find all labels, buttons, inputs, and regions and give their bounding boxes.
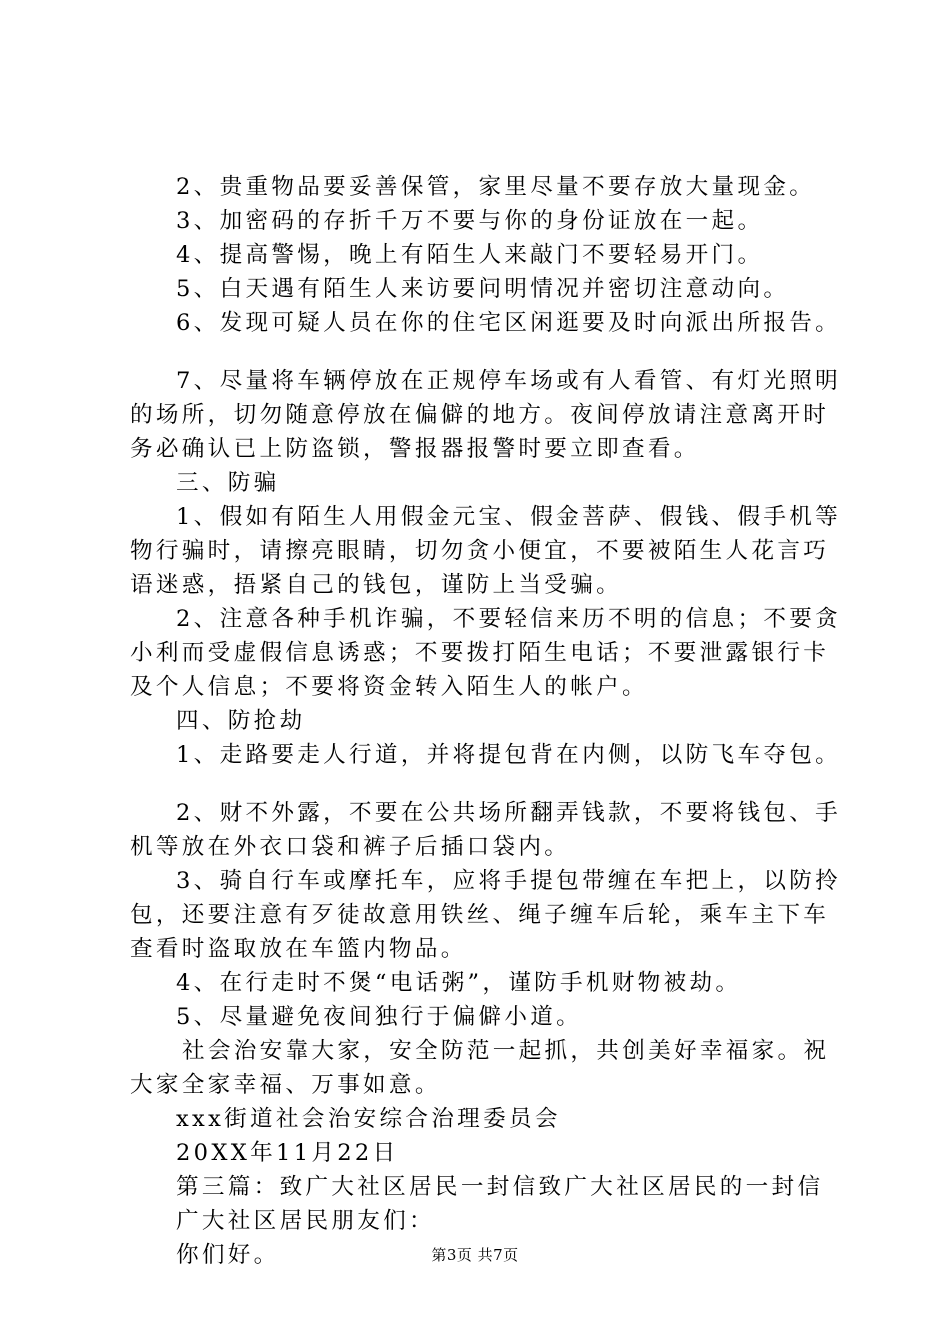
paragraph-line: 包，还要注意有歹徒故意用铁丝、绳子缠车后轮，乘车主下车 — [130, 902, 830, 928]
paragraph-line: 1、假如有陌生人用假金元宝、假金菩萨、假钱、假手机等 — [176, 504, 842, 530]
section-heading: 四、防抢劫 — [176, 708, 306, 734]
closing-line: 社会治安靠大家，安全防范一起抓，共创美好幸福家。祝 — [182, 1038, 830, 1064]
closing-line: 大家全家幸福、万事如意。 — [130, 1072, 441, 1098]
page-number: 第3页 共7页 — [431, 1246, 519, 1264]
greeting: 你们好。 — [176, 1242, 280, 1268]
paragraph-line: 2、贵重物品要妥善保管，家里尽量不要存放大量现金。 — [176, 174, 816, 200]
paragraph-line: 的场所，切勿随意停放在偏僻的地方。夜间停放请注意离开时 — [130, 402, 830, 428]
paragraph-line: 5、白天遇有陌生人来访要问明情况并密切注意动向。 — [176, 276, 790, 302]
signature-date: 20XX年11月22日 — [176, 1140, 399, 1166]
signature-org: xxx街道社会治安综合治理委员会 — [176, 1106, 561, 1132]
paragraph-line: 4、在行走时不煲“电话粥”，谨防手机财物被劫。 — [176, 970, 742, 996]
paragraph-line: 物行骗时，请擦亮眼睛，切勿贪小便宜，不要被陌生人花言巧 — [130, 538, 830, 564]
salutation: 广大社区居民朋友们： — [176, 1208, 435, 1234]
paragraph-line: 查看时盗取放在车篮内物品。 — [130, 936, 467, 962]
paragraph-line: 及个人信息；不要将资金转入陌生人的帐户。 — [130, 674, 648, 700]
paragraph-line: 3、加密码的存折千万不要与你的身份证放在一起。 — [176, 208, 764, 234]
paragraph-line: 小利而受虚假信息诱惑；不要拨打陌生电话；不要泄露银行卡 — [130, 640, 830, 666]
paragraph-line: 务必确认已上防盗锁，警报器报警时要立即查看。 — [130, 436, 700, 462]
paragraph-line: 7、尽量将车辆停放在正规停车场或有人看管、有灯光照明 — [176, 368, 842, 394]
paragraph-line: 5、尽量避免夜间独行于偏僻小道。 — [176, 1004, 583, 1030]
paragraph-line: 6、发现可疑人员在你的住宅区闲逛要及时向派出所报告。 — [176, 310, 842, 336]
chapter-title: 第三篇：致广大社区居民一封信致广大社区居民的一封信 — [176, 1174, 824, 1200]
paragraph-spacer — [130, 340, 832, 364]
paragraph-line: 4、提高警惕，晚上有陌生人来敲门不要轻易开门。 — [176, 242, 764, 268]
paragraph-spacer — [130, 772, 832, 796]
paragraph-line: 语迷惑，捂紧自己的钱包，谨防上当受骗。 — [130, 572, 622, 598]
section-heading: 三、防骗 — [176, 470, 280, 496]
paragraph-line: 机等放在外衣口袋和裤子后插口袋内。 — [130, 834, 571, 860]
document-body — [130, 170, 842, 1272]
paragraph-line: 3、骑自行车或摩托车，应将手提包带缠在车把上，以防拎 — [176, 868, 842, 894]
paragraph-line: 1、走路要走人行道，并将提包背在内侧，以防飞车夺包。 — [176, 742, 842, 768]
paragraph-line: 2、财不外露，不要在公共场所翻弄钱款，不要将钱包、手 — [176, 800, 842, 826]
paragraph-line: 2、注意各种手机诈骗，不要轻信来历不明的信息；不要贪 — [176, 606, 842, 632]
